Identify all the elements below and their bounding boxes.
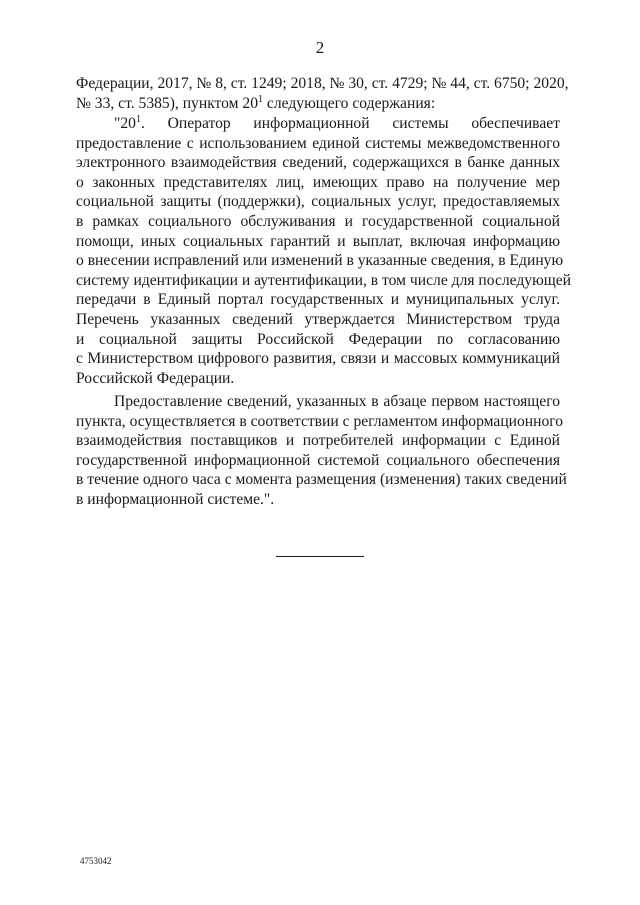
text-line (76, 94, 560, 114)
text-fragment: № 33, ст. 5385), пунктом 20 (76, 94, 259, 112)
page-number: 2 (315, 38, 325, 57)
end-separator-line (276, 556, 364, 557)
text-line: государственной информационной системой социального обеспечения (76, 451, 560, 469)
text-line: о законных представителях лиц, имеющих право на получение мер (76, 173, 560, 191)
text-line: с Министерством цифрового развития, связи и массовых коммуникаций (76, 350, 560, 368)
text-fragment: "20 (114, 115, 136, 132)
text-line: электронного взаимодействия сведений, содержащихся в банке данных (76, 154, 560, 172)
text-line: Федерации, 2017, № 8, ст. 1249; 2018, № 30, ст. 4729; № 44, ст. 6750; 2020, (76, 75, 569, 92)
text-line: передачи в Единый портал государственных и муниципальных услуг. (76, 291, 560, 309)
paragraph-intro (76, 74, 569, 113)
text-line: помощи, иных социальных гарантий и выплат, включая информацию (76, 232, 560, 250)
text-line: в рамках социального обслуживания и государственной социальной (76, 212, 560, 230)
document-id: 4753042 (80, 856, 112, 866)
text-line: в информационной системе.". (76, 490, 275, 508)
text-line: Предоставление сведений, указанных в абзаце первом настоящего (114, 393, 560, 410)
text-line: систему идентификации и аутентификации, в том числе для последующей (76, 271, 572, 289)
text-line: социальной защиты (поддержки), социальных услуг, предоставляемых (76, 193, 560, 211)
text-line: и социальной защиты Российской Федерации по согласованию (76, 330, 560, 348)
text-line: о внесении исправлений или изменений в указанные сведения, в Единую (76, 252, 564, 270)
superscript: 1 (135, 114, 141, 125)
text-line: Перечень указанных сведений утверждается Министерством труда (76, 310, 560, 328)
text-line: предоставление с использованием единой системы межведомственного (76, 134, 560, 152)
text-line: пункта, осуществляется в соответствии с регламентом информационного (76, 412, 564, 430)
text-fragment: следующего содержания: (263, 94, 436, 112)
superscript: 1 (258, 93, 264, 105)
text-line (76, 114, 560, 134)
text-line: взаимодействия поставщиков и потребителей информации с Единой (76, 432, 560, 450)
paragraph-provision (76, 392, 567, 510)
paragraph-clause-20-1 (76, 114, 572, 388)
text-line: в течение одного часа с момента размещения (изменения) таких сведений (76, 471, 567, 489)
text-fragment: . Оператор информационной системы обеспечивает (140, 115, 560, 132)
text-line: Российской Федерации. (76, 369, 235, 387)
